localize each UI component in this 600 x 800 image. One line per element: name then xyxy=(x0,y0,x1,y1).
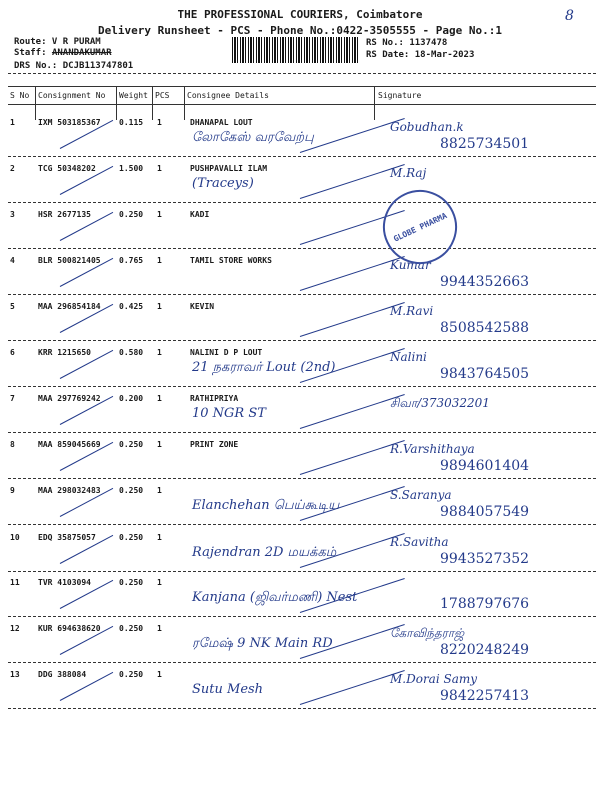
row-weight: 1.500 xyxy=(119,164,144,173)
row-consignment-no: DDG 388084 xyxy=(38,670,87,679)
row-consignment-no: MAA 296854184 xyxy=(38,302,101,311)
row-pcs: 1 xyxy=(157,670,162,679)
staff-line xyxy=(14,48,112,58)
row-consignee-name: TAMIL STORE WORKS xyxy=(190,256,272,265)
staff-label: Staff: xyxy=(14,48,52,58)
row-pcs: 1 xyxy=(157,533,162,542)
row-pcs: 1 xyxy=(157,164,162,173)
row-separator xyxy=(8,478,596,479)
row-phone: 8825734501 xyxy=(440,136,530,152)
row-weight: 0.765 xyxy=(119,256,144,265)
row-separator xyxy=(8,616,596,617)
row-sno: 1 xyxy=(10,118,15,127)
page-mark: 8 xyxy=(565,8,574,24)
route-label: Route: V R PURAM xyxy=(14,37,101,47)
row-signature: M.Raj xyxy=(390,166,427,180)
row-consignee-name: DHANAPAL LOUT xyxy=(190,118,253,127)
row-separator xyxy=(8,524,596,525)
col-head-signature: Signature xyxy=(378,91,422,100)
row-consignee-name: PUSHPAVALLI ILAM xyxy=(190,164,268,173)
row-sno: 10 xyxy=(10,533,20,542)
table-header-top xyxy=(8,86,596,87)
row-consignee-note: ரமேஷ் 9 NK Main RD xyxy=(192,636,333,651)
row-consignment-no: EDQ 35875057 xyxy=(38,533,96,542)
row-pcs: 1 xyxy=(157,348,162,357)
row-pcs: 1 xyxy=(157,256,162,265)
row-signature: M.Dorai Samy xyxy=(390,672,478,686)
row-consignee-note: Elanchehan பெய்கூடிய xyxy=(192,498,340,513)
row-phone: 9943527352 xyxy=(440,551,530,567)
row-weight: 0.250 xyxy=(119,578,144,587)
row-sno: 7 xyxy=(10,394,15,403)
row-signature: R.Varshithaya xyxy=(390,442,475,456)
row-sno: 3 xyxy=(10,210,15,219)
row-signature: S.Saranya xyxy=(390,488,452,502)
row-consignee-note: Kanjana (ஜிவர்மணி) Nest xyxy=(192,590,358,605)
col-divider xyxy=(152,86,153,120)
row-pcs: 1 xyxy=(157,118,162,127)
row-consignment-no: TVR 4103094 xyxy=(38,578,91,587)
row-consignment-no: IXM 503185367 xyxy=(38,118,101,127)
row-pcs: 1 xyxy=(157,624,162,633)
col-divider xyxy=(374,86,375,120)
row-consignment-no: KRR 1215650 xyxy=(38,348,91,357)
row-phone: 8220248249 xyxy=(440,642,530,658)
row-separator xyxy=(8,708,596,709)
row-phone: 8508542588 xyxy=(440,320,530,336)
pen-stroke xyxy=(300,118,405,153)
row-weight: 0.425 xyxy=(119,302,144,311)
top-rule xyxy=(8,73,596,74)
company-stamp: GLOBE PHARMA xyxy=(371,178,469,276)
row-pcs: 1 xyxy=(157,440,162,449)
row-consignment-no: BLR 500821405 xyxy=(38,256,101,265)
row-pcs: 1 xyxy=(157,302,162,311)
row-consignment-no: TCG 50348202 xyxy=(38,164,96,173)
row-consignee-note: Sutu Mesh xyxy=(192,682,264,697)
col-divider xyxy=(116,86,117,120)
barcode xyxy=(232,37,360,63)
runsheet-subtitle: Delivery Runsheet - PCS - Phone No.:0422-3505555 - Page No.:1 xyxy=(98,24,502,37)
pen-stroke xyxy=(300,670,405,705)
row-consignee-note: 10 NGR ST xyxy=(192,406,266,421)
row-weight: 0.250 xyxy=(119,624,144,633)
row-consignee-name: KADI xyxy=(190,210,210,219)
row-sno: 8 xyxy=(10,440,15,449)
row-separator xyxy=(8,386,596,387)
row-consignee-name: RATHIPRIYA xyxy=(190,394,239,403)
row-weight: 0.580 xyxy=(119,348,144,357)
staff-name: ANANDAKUMAR xyxy=(51,48,112,58)
row-signature: கோவிந்தராஜ் xyxy=(390,626,465,640)
table-header-bottom xyxy=(8,104,596,105)
row-signature: Kumar xyxy=(390,258,431,272)
row-signature: Nalini xyxy=(390,350,427,364)
row-weight: 0.115 xyxy=(119,118,144,127)
row-phone: 9842257413 xyxy=(440,688,530,704)
row-consignee-name: NALINI D P LOUT xyxy=(190,348,263,357)
row-sno: 4 xyxy=(10,256,15,265)
pen-stroke xyxy=(300,256,405,291)
row-consignment-no: MAA 298032483 xyxy=(38,486,101,495)
row-signature: M.Ravi xyxy=(390,304,434,318)
row-weight: 0.250 xyxy=(119,440,144,449)
row-signature: R.Savitha xyxy=(390,535,449,549)
row-consignee-note: Rajendran 2D மயக்கம் xyxy=(192,545,337,560)
rs-number: RS No.: 1137478 xyxy=(366,38,448,48)
row-weight: 0.250 xyxy=(119,670,144,679)
row-sno: 11 xyxy=(10,578,20,587)
row-consignee-name: PRINT ZONE xyxy=(190,440,239,449)
drs-number: DRS No.: DCJB113747801 xyxy=(14,61,134,71)
row-separator xyxy=(8,294,596,295)
row-separator xyxy=(8,662,596,663)
row-weight: 0.250 xyxy=(119,533,144,542)
row-separator xyxy=(8,432,596,433)
row-sno: 9 xyxy=(10,486,15,495)
col-head-consignee: Consignee Details xyxy=(187,91,269,100)
row-consignee-name: KEVIN xyxy=(190,302,215,311)
row-pcs: 1 xyxy=(157,486,162,495)
row-pcs: 1 xyxy=(157,210,162,219)
row-sno: 2 xyxy=(10,164,15,173)
pen-stroke xyxy=(300,164,405,199)
row-sno: 6 xyxy=(10,348,15,357)
pen-stroke xyxy=(300,440,405,475)
row-pcs: 1 xyxy=(157,578,162,587)
row-pcs: 1 xyxy=(157,394,162,403)
rs-date: RS Date: 18-Mar-2023 xyxy=(366,50,475,60)
row-consignee-note: லோகேஸ் வரவேற்பு xyxy=(192,130,314,145)
col-head-weight: Weight xyxy=(119,91,148,100)
row-phone: 9843764505 xyxy=(440,366,530,382)
row-phone: 9944352663 xyxy=(440,274,530,290)
col-divider xyxy=(35,86,36,120)
row-separator xyxy=(8,340,596,341)
row-consignment-no: MAA 859045669 xyxy=(38,440,101,449)
row-consignee-note: (Traceys) xyxy=(192,176,254,191)
row-signature: சிவா/373032201 xyxy=(390,396,490,410)
row-sno: 12 xyxy=(10,624,20,633)
row-weight: 0.200 xyxy=(119,394,144,403)
row-sno: 5 xyxy=(10,302,15,311)
row-consignment-no: MAA 297769242 xyxy=(38,394,101,403)
row-consignment-no: KUR 694638620 xyxy=(38,624,101,633)
company-title: THE PROFESSIONAL COURIERS, Coimbatore xyxy=(177,8,423,21)
col-head-sno: S No xyxy=(10,91,30,100)
col-divider xyxy=(184,86,185,120)
row-consignment-no: HSR 2677135 xyxy=(38,210,91,219)
row-weight: 0.250 xyxy=(119,486,144,495)
row-consignee-note: 21 நகராவர் Lout (2nd) xyxy=(192,360,336,375)
col-head-consignment: Consignment No xyxy=(38,91,106,100)
row-signature: Gobudhan.k xyxy=(390,120,464,134)
pen-stroke xyxy=(300,302,405,337)
row-phone: 9894601404 xyxy=(440,458,530,474)
row-sno: 13 xyxy=(10,670,20,679)
row-phone: 1788797676 xyxy=(440,596,530,612)
row-separator xyxy=(8,248,596,249)
row-phone: 9884057549 xyxy=(440,504,530,520)
col-head-pcs: PCS xyxy=(155,91,170,100)
row-separator xyxy=(8,156,596,157)
row-weight: 0.250 xyxy=(119,210,144,219)
row-separator xyxy=(8,202,596,203)
row-separator xyxy=(8,571,596,572)
